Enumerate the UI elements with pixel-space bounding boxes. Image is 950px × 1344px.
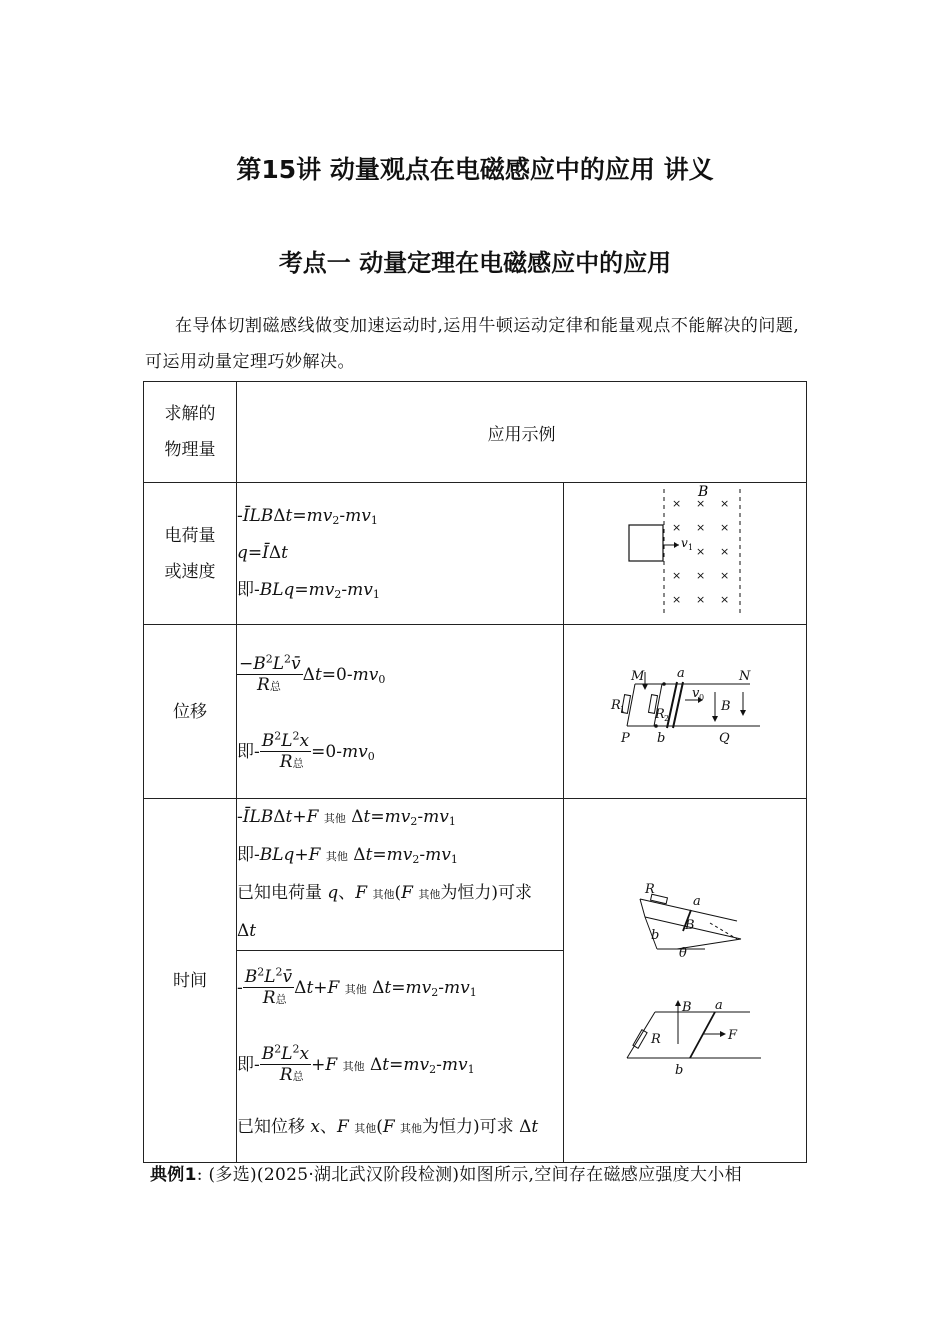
fig1-label-B: B bbox=[698, 484, 709, 500]
row-charge-formulas bbox=[237, 483, 564, 625]
fig2-label-B: B bbox=[721, 699, 731, 714]
row-time-formulas-bottom bbox=[237, 951, 564, 1163]
fig3-label-B: B bbox=[685, 917, 695, 933]
row-charge-label bbox=[144, 483, 237, 625]
fig1-label-v-sub: 1 bbox=[688, 543, 694, 552]
formula-time-5: - $\frac{B^2L^2v̄}{\text{R总}}$ Δt+F 其他 $\Delta t=mv_2-mv_1$ bbox=[237, 964, 477, 1008]
fig4-label-B: B bbox=[682, 999, 692, 1015]
fig2-label-v-sub: 0 bbox=[699, 693, 705, 702]
fig2-label-R2: R bbox=[655, 707, 665, 722]
row-charge-label-line2: 或速度 bbox=[164, 561, 216, 582]
svg-text:×: × bbox=[672, 593, 682, 606]
row-time-label: 时间 bbox=[144, 799, 237, 1163]
fig2-label-a: a bbox=[677, 666, 685, 681]
page-title: 第15讲 动量观点在电磁感应中的应用 讲义 bbox=[236, 155, 714, 184]
formula-charge-1: $-ĪLB\Delta t=mv_2-mv_1$ bbox=[237, 506, 378, 527]
formula-time-7: 已知位移 x、F 其他(F 其他为恒力)可求 Δt bbox=[237, 1116, 539, 1137]
header-quantity-line1: 求解的 bbox=[164, 404, 216, 424]
svg-text:×: × bbox=[720, 569, 730, 582]
fig2-label-b: b bbox=[657, 731, 666, 746]
svg-text:×: × bbox=[720, 497, 730, 510]
fig2-label-R2-sub: 2 bbox=[664, 714, 670, 723]
example-paragraph bbox=[150, 1160, 810, 1185]
formula-charge-2: q=ĪΔt bbox=[237, 543, 288, 563]
fig3-label-a: a bbox=[693, 893, 701, 909]
fig2-label-R1-sub: 1 bbox=[620, 705, 626, 714]
row-displacement-formulas bbox=[237, 625, 564, 799]
row-time-formulas-top bbox=[237, 799, 564, 951]
formula-disp-2: 即- $\frac{B^2L^2x}{\text{R总}}$ $=0-mv_0$ bbox=[237, 728, 375, 772]
formula-charge-3: 即$-BLq=mv_2-mv_1$ bbox=[237, 580, 380, 601]
formula-time-1: -ĪLBΔt+F 其他 $\Delta t=mv_2-mv_1$ bbox=[237, 807, 456, 828]
header-quantity-line2: 物理量 bbox=[164, 440, 216, 460]
svg-text:×: × bbox=[696, 545, 706, 558]
svg-text:×: × bbox=[672, 521, 682, 534]
section-heading: 考点一 动量定理在电磁感应中的应用 bbox=[278, 249, 672, 277]
svg-text:×: × bbox=[696, 497, 706, 510]
formula-time-6: 即- $\frac{B^2L^2x}{\text{R总}}$ +F 其他 $\Delta t=mv_2-mv_1$ bbox=[237, 1041, 475, 1085]
row-charge-label-line1: 电荷量 bbox=[164, 525, 216, 546]
fig3-label-b: b bbox=[651, 927, 660, 943]
svg-text:×: × bbox=[720, 545, 730, 558]
figure-incline-rails bbox=[565, 875, 805, 965]
example-text: : (多选)(2025·湖北武汉阶段检测)如图所示,空间存在磁感应强度大小相 bbox=[196, 1165, 742, 1185]
fig2-label-M: M bbox=[631, 669, 645, 684]
fig2-label-Q: Q bbox=[719, 731, 730, 746]
svg-text:×: × bbox=[696, 593, 706, 606]
fig4-label-F: F bbox=[728, 1027, 738, 1043]
row-time-figures bbox=[564, 799, 807, 1163]
svg-text:×: × bbox=[720, 521, 730, 534]
fig2-label-v: v bbox=[692, 686, 700, 701]
svg-text:×: × bbox=[672, 497, 682, 510]
fig4-label-R: R bbox=[651, 1031, 661, 1047]
figure-square-loop-field bbox=[565, 483, 805, 619]
fig2-label-N: N bbox=[739, 669, 751, 684]
fig2-label-P: P bbox=[621, 731, 630, 746]
row-displacement-figure bbox=[564, 625, 807, 799]
fig2-label-R1: R bbox=[611, 698, 621, 713]
formula-time-3: 已知电荷量 q、F 其他(F 其他为恒力)可求 bbox=[237, 883, 532, 903]
intro-paragraph: 在导体切割磁感线做变加速运动时,运用牛顿运动定律和能量观点不能解决的问题,可运用动量定理巧妙解决。 bbox=[145, 316, 800, 372]
fig1-label-v: v bbox=[681, 536, 688, 550]
svg-text:×: × bbox=[696, 521, 706, 534]
fig3-label-theta: θ bbox=[679, 945, 687, 961]
row-displacement-label: 位移 bbox=[144, 625, 237, 799]
header-quantity-cell bbox=[144, 382, 237, 483]
fig4-label-b: b bbox=[675, 1062, 684, 1078]
svg-text:×: × bbox=[696, 569, 706, 582]
figure-rails-two-resistors bbox=[565, 654, 805, 764]
application-table bbox=[143, 381, 807, 1163]
header-example-cell: 应用示例 bbox=[237, 382, 807, 483]
example-label: 典例1 bbox=[150, 1165, 197, 1185]
fig3-label-R: R bbox=[645, 881, 655, 897]
svg-text:×: × bbox=[720, 593, 730, 606]
figure-horizontal-rails-force bbox=[565, 1000, 805, 1082]
svg-text:×: × bbox=[672, 569, 682, 582]
formula-time-4: Δt bbox=[237, 921, 257, 941]
fig4-label-a: a bbox=[715, 999, 723, 1013]
formula-disp-1: $\frac{-B^2L^2v̄}{\text{R总}}$ $\Delta t=0-mv_0$ bbox=[239, 651, 386, 695]
formula-time-2: 即-BLq+F 其他 $\Delta t=mv_2-mv_1$ bbox=[237, 845, 458, 866]
row-charge-figure bbox=[564, 483, 807, 625]
